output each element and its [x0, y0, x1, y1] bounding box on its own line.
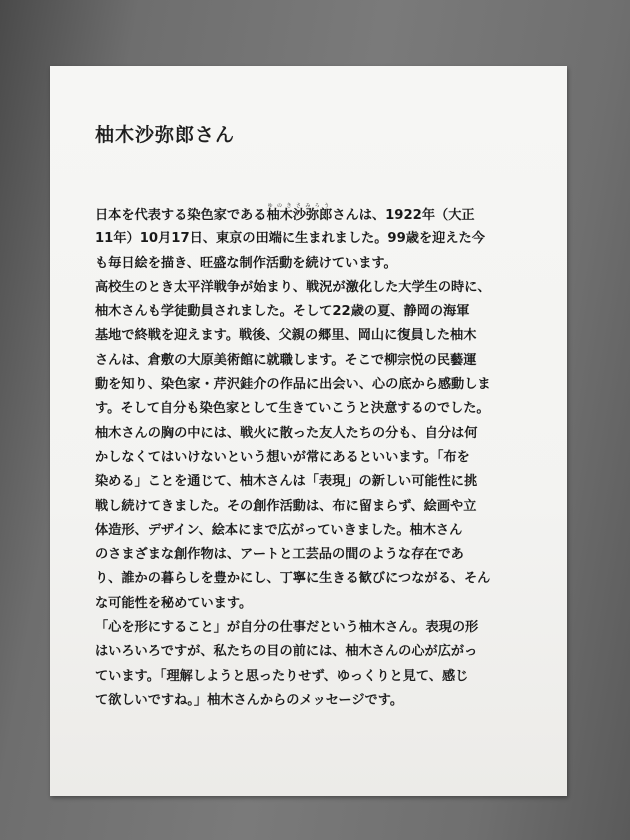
body-line: のさまざまな創作物は、アートと工芸品の間のような存在であ — [95, 547, 464, 563]
body-line-ruby — [95, 203, 535, 227]
body-line: す。そして自分も染色家として生きていこうと決意するのでした。 — [95, 401, 490, 417]
ruby-line-before: 日本を代表する染色家である — [95, 208, 267, 223]
body-line: 柚木さんも学徒動員されました。そして22歳の夏、静岡の海軍 — [95, 304, 470, 320]
panel-title: 柚木沙弥郎さん — [95, 124, 236, 146]
body-line: 体造形、デザイン、絵本にまで広がっていきました。柚木さん — [95, 522, 463, 538]
body-line: 戦し続けてきました。その創作活動は、布に留まらず、絵画や立 — [95, 498, 477, 514]
body-line: 染める」ことを通じて、柚木さんは「表現」の新しい可能性に挑 — [95, 474, 478, 490]
body-line: て欲しいですね。」柚木さんからのメッセージです。 — [95, 692, 404, 708]
body-line: はいろいろですが、私たちの目の前には、柚木さんの心が広がっ — [95, 644, 478, 660]
body-line: 「心を形にすること」が自分の仕事だという柚木さん。表現の形 — [95, 620, 479, 636]
body-line: さんは、倉敷の大原美術館に就職します。そこで柳宗悦の民藝運 — [95, 352, 477, 368]
furigana-reading: ゆのきさみろう — [266, 203, 333, 209]
body-line: 柚木さんの胸の中には、戦火に散った友人たちの分も、自分は何 — [95, 425, 478, 441]
panel-body — [95, 203, 535, 713]
body-line: 高校生のとき太平洋戦争が始まり、戦況が激化した大学生の時に、 — [95, 279, 491, 295]
body-line: 動を知り、染色家・芹沢銈介の作品に出会い、心の底から感動しま — [95, 377, 491, 393]
body-line: ています。「理解しようと思ったりせず、ゆっくりと見て、感じ — [95, 668, 469, 684]
body-line: り、誰かの暮らしを豊かにし、丁寧に生きる歓びにつながる、そん — [95, 571, 491, 587]
body-line: 基地で終戦を迎えます。戦後、父親の郷里、岡山に復員した柚木 — [95, 328, 477, 344]
ruby-name: 柚木沙弥郎 — [266, 208, 333, 223]
body-line: も毎日絵を描き、旺盛な制作活動を続けています。 — [95, 255, 397, 271]
body-line: な可能性を秘めています。 — [95, 595, 253, 611]
name-with-furigana — [266, 203, 333, 223]
body-line: 11年）10月17日、東京の田端に生まれました。99歳を迎えた今 — [95, 231, 485, 247]
body-line: かしなくてはいけないという想いが常にあるといいます。「布を — [95, 449, 470, 465]
ruby-line-after: さんは、1922年（大正 — [332, 208, 475, 223]
